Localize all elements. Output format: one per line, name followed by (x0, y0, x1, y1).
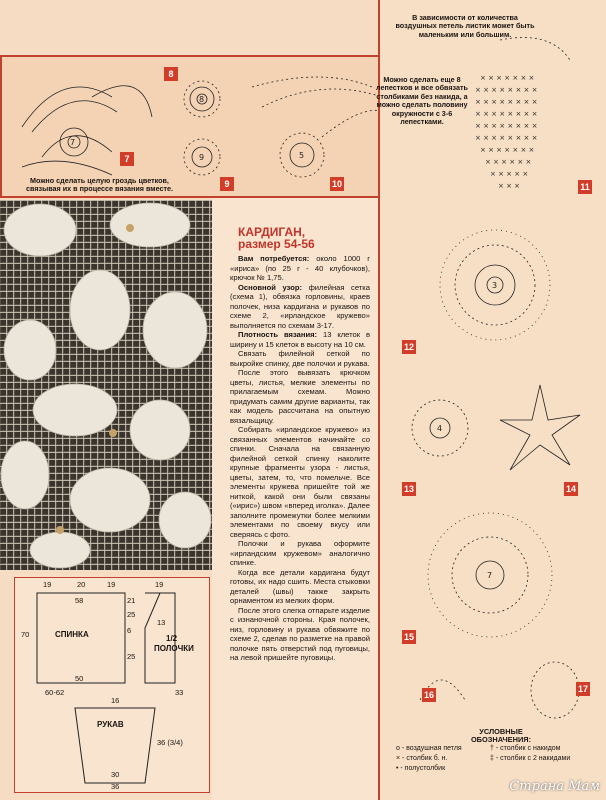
paragraph-text: около 1000 г «ириса» (по 25 г - 40 клубочков), крючок № 1,75. (230, 254, 371, 282)
svg-text:× × × × × × × ×: × × × × × × × × (475, 122, 538, 130)
legend (396, 728, 606, 774)
paragraph (230, 283, 370, 331)
legend-symbol: • (396, 765, 399, 772)
legend-label: - столбик с накидом (495, 745, 561, 752)
legend-item (490, 754, 600, 764)
dim: 58 (75, 596, 84, 605)
diagram-number-10: 10 (331, 179, 342, 189)
sleeve-label: РУКАВ (97, 720, 124, 729)
legend-item (396, 754, 482, 764)
instructions-text (230, 254, 370, 663)
paragraph (230, 606, 370, 663)
legend-symbol: о (396, 745, 400, 752)
legend-label: - полустолбик (400, 765, 446, 772)
note-bunch: Можно сделать целую гроздь цветков, связывая их в процессе вязания вместе. (26, 176, 173, 194)
legend-title-2: ОБОЗНАЧЕНИЯ: (470, 735, 532, 744)
dim: 60-62 (45, 688, 65, 697)
paragraph (230, 425, 370, 539)
diagram-number-17: 17 (577, 684, 588, 694)
paragraph-lead: Плотность вязания: (238, 330, 318, 339)
title-line-2: размер 54-56 (238, 237, 315, 251)
svg-text:× × ×: × × × (498, 182, 521, 190)
svg-text:3: 3 (492, 281, 498, 290)
lace-photo (0, 200, 212, 570)
paragraph (230, 539, 370, 568)
svg-text:7: 7 (70, 138, 76, 147)
legend-label: - воздушная петля (401, 745, 462, 752)
paragraph-text: Связать филейной сеткой по выкройке спинку, две полочки и рукава. (230, 349, 370, 368)
svg-text:× × × × × × × ×: × × × × × × × × (475, 110, 538, 118)
dim: 21 (127, 596, 136, 605)
front-label-fraction: 1/2 (166, 634, 178, 643)
dim: 25 (127, 652, 136, 661)
dim: 19 (155, 580, 164, 589)
diagram-number-14: 14 (565, 484, 576, 494)
svg-text:× × × × × × × ×: × × × × × × × × (475, 98, 538, 106)
dim: 25 (127, 610, 136, 619)
dim: 30 (111, 770, 120, 779)
pattern-outline (15, 578, 209, 792)
legend-items (396, 744, 606, 774)
legend-item (396, 744, 482, 754)
svg-text:4: 4 (437, 424, 443, 433)
dim: 16 (111, 696, 120, 705)
dim: 13 (157, 618, 166, 627)
svg-text:× × × × × × × ×: × × × × × × × × (475, 134, 538, 142)
paragraph-lead: Основной узор: (238, 282, 302, 292)
note-leaf: В зависимости от количества воздушных петель листик может быть маленьким или большим. (395, 13, 535, 39)
back-label: СПИНКА (55, 630, 89, 639)
svg-text:× × × × × × ×: × × × × × × × (480, 146, 535, 154)
svg-text:5: 5 (299, 151, 305, 160)
diagram-column-right (378, 0, 606, 800)
dim: 6 (127, 626, 132, 635)
legend-title-1: УСЛОВНЫЕ (479, 727, 523, 736)
diagram-number-15: 15 (403, 632, 414, 642)
diagram-number-7: 7 (120, 152, 134, 166)
dim: 36 (3/4) (157, 738, 183, 747)
paragraph-text: 13 клеток в ширину и 15 клеток в высоту на 10 см. (230, 330, 370, 349)
paragraph (230, 330, 370, 349)
paragraph (230, 568, 370, 606)
article-title (238, 226, 315, 250)
dim: 20 (77, 580, 86, 589)
svg-text:× × × × × ×: × × × × × × (485, 158, 532, 166)
legend-symbol: × (396, 755, 401, 762)
svg-text:9: 9 (199, 153, 205, 162)
legend-col-right (490, 744, 600, 774)
paragraph-lead: Вам потребуется: (238, 254, 310, 263)
dim: 19 (43, 580, 52, 589)
diagram-number-11: 11 (578, 180, 592, 194)
title-line-1: КАРДИГАН, (238, 225, 306, 239)
legend-symbol: ‡ (490, 755, 494, 762)
svg-text:× × × × × × ×: × × × × × × × (480, 74, 535, 82)
dim: 50 (75, 674, 84, 683)
paragraph-text: Собирать «ирландское кружево» из связанных элементов начинайте со спинки. Сначала на связанную филейной сеткой спинку наколите крупные фрагменты узора - листья, цветы, затем, то, что помельче. Все элементы кружева пришейте той же ниткой, какой они были связаны («ирис») швом «вперед иголка». Далее заполните промежутки более мелкими элементами по своему вкусу или сверяясь с фото. (230, 425, 370, 539)
lace-photo-graphic (0, 200, 212, 570)
legend-item (396, 764, 482, 774)
svg-text:× × × × × × × ×: × × × × × × × × (475, 86, 538, 94)
dim: 36 (111, 782, 120, 791)
diagram-number-12: 12 (403, 342, 414, 352)
legend-label: - столбик с 2 накидами (495, 755, 571, 762)
diagram-number-8: 8 (164, 67, 178, 81)
diagram-number-16: 16 (423, 690, 434, 700)
paragraph-text: филейная сетка (схема 1), обвязка горловины, краев полочек, низа кардигана и рукавов по схеме 2, «ирландское кружево» выполняется по схемам 3-17. (230, 282, 370, 330)
svg-text:× × × × ×: × × × × × (490, 170, 529, 178)
diagram-number-13: 13 (403, 484, 414, 494)
front-label: ПОЛОЧКИ (154, 644, 194, 653)
diagram-number-9: 9 (220, 177, 234, 191)
note-petals: Можно сделать еще 8 лепестков и все обвязать столбиками без накида, а можно сделать половину окружности с 3-6 лепестками. (376, 75, 468, 127)
legend-item (490, 744, 600, 754)
paragraph (230, 368, 370, 425)
paragraph-text: После этого слегка отпарьте изделие с изнаночной стороны. Края полочек, низ, горловину и рукава обвяжите по схеме 2, сделав по разметке на правой полочке пять отверстий под пуговицы, на левой пришейте пуговицы. (230, 605, 370, 662)
paragraph-text: После этого вывязать крючком цветы, листья, мелкие элементы по прилагаемым схемам. Можно придумать самим другие варианты, так как модель рассчитана на опытную вязальщицу. (230, 368, 370, 425)
svg-text:8: 8 (199, 95, 205, 104)
paragraph-text: Полочки и рукава оформите «ирландским кружевом» аналогично спинке. (230, 539, 370, 567)
dim: 19 (107, 580, 116, 589)
legend-col-left (396, 744, 482, 774)
dim: 33 (175, 688, 184, 697)
dim: 70 (21, 630, 30, 639)
sewing-pattern (14, 577, 210, 793)
paragraph-text: Когда все детали кардигана будут готовы, их надо сшить. Места стыковки деталей (швы) также закрыть орнаментом из мелких форм. (230, 567, 370, 605)
paragraph (230, 349, 370, 368)
legend-label: - столбик б. н. (402, 755, 448, 762)
paragraph (230, 254, 370, 283)
svg-text:7: 7 (487, 571, 493, 580)
watermark: Страна Мам (509, 779, 600, 794)
legend-symbol: † (490, 745, 494, 752)
